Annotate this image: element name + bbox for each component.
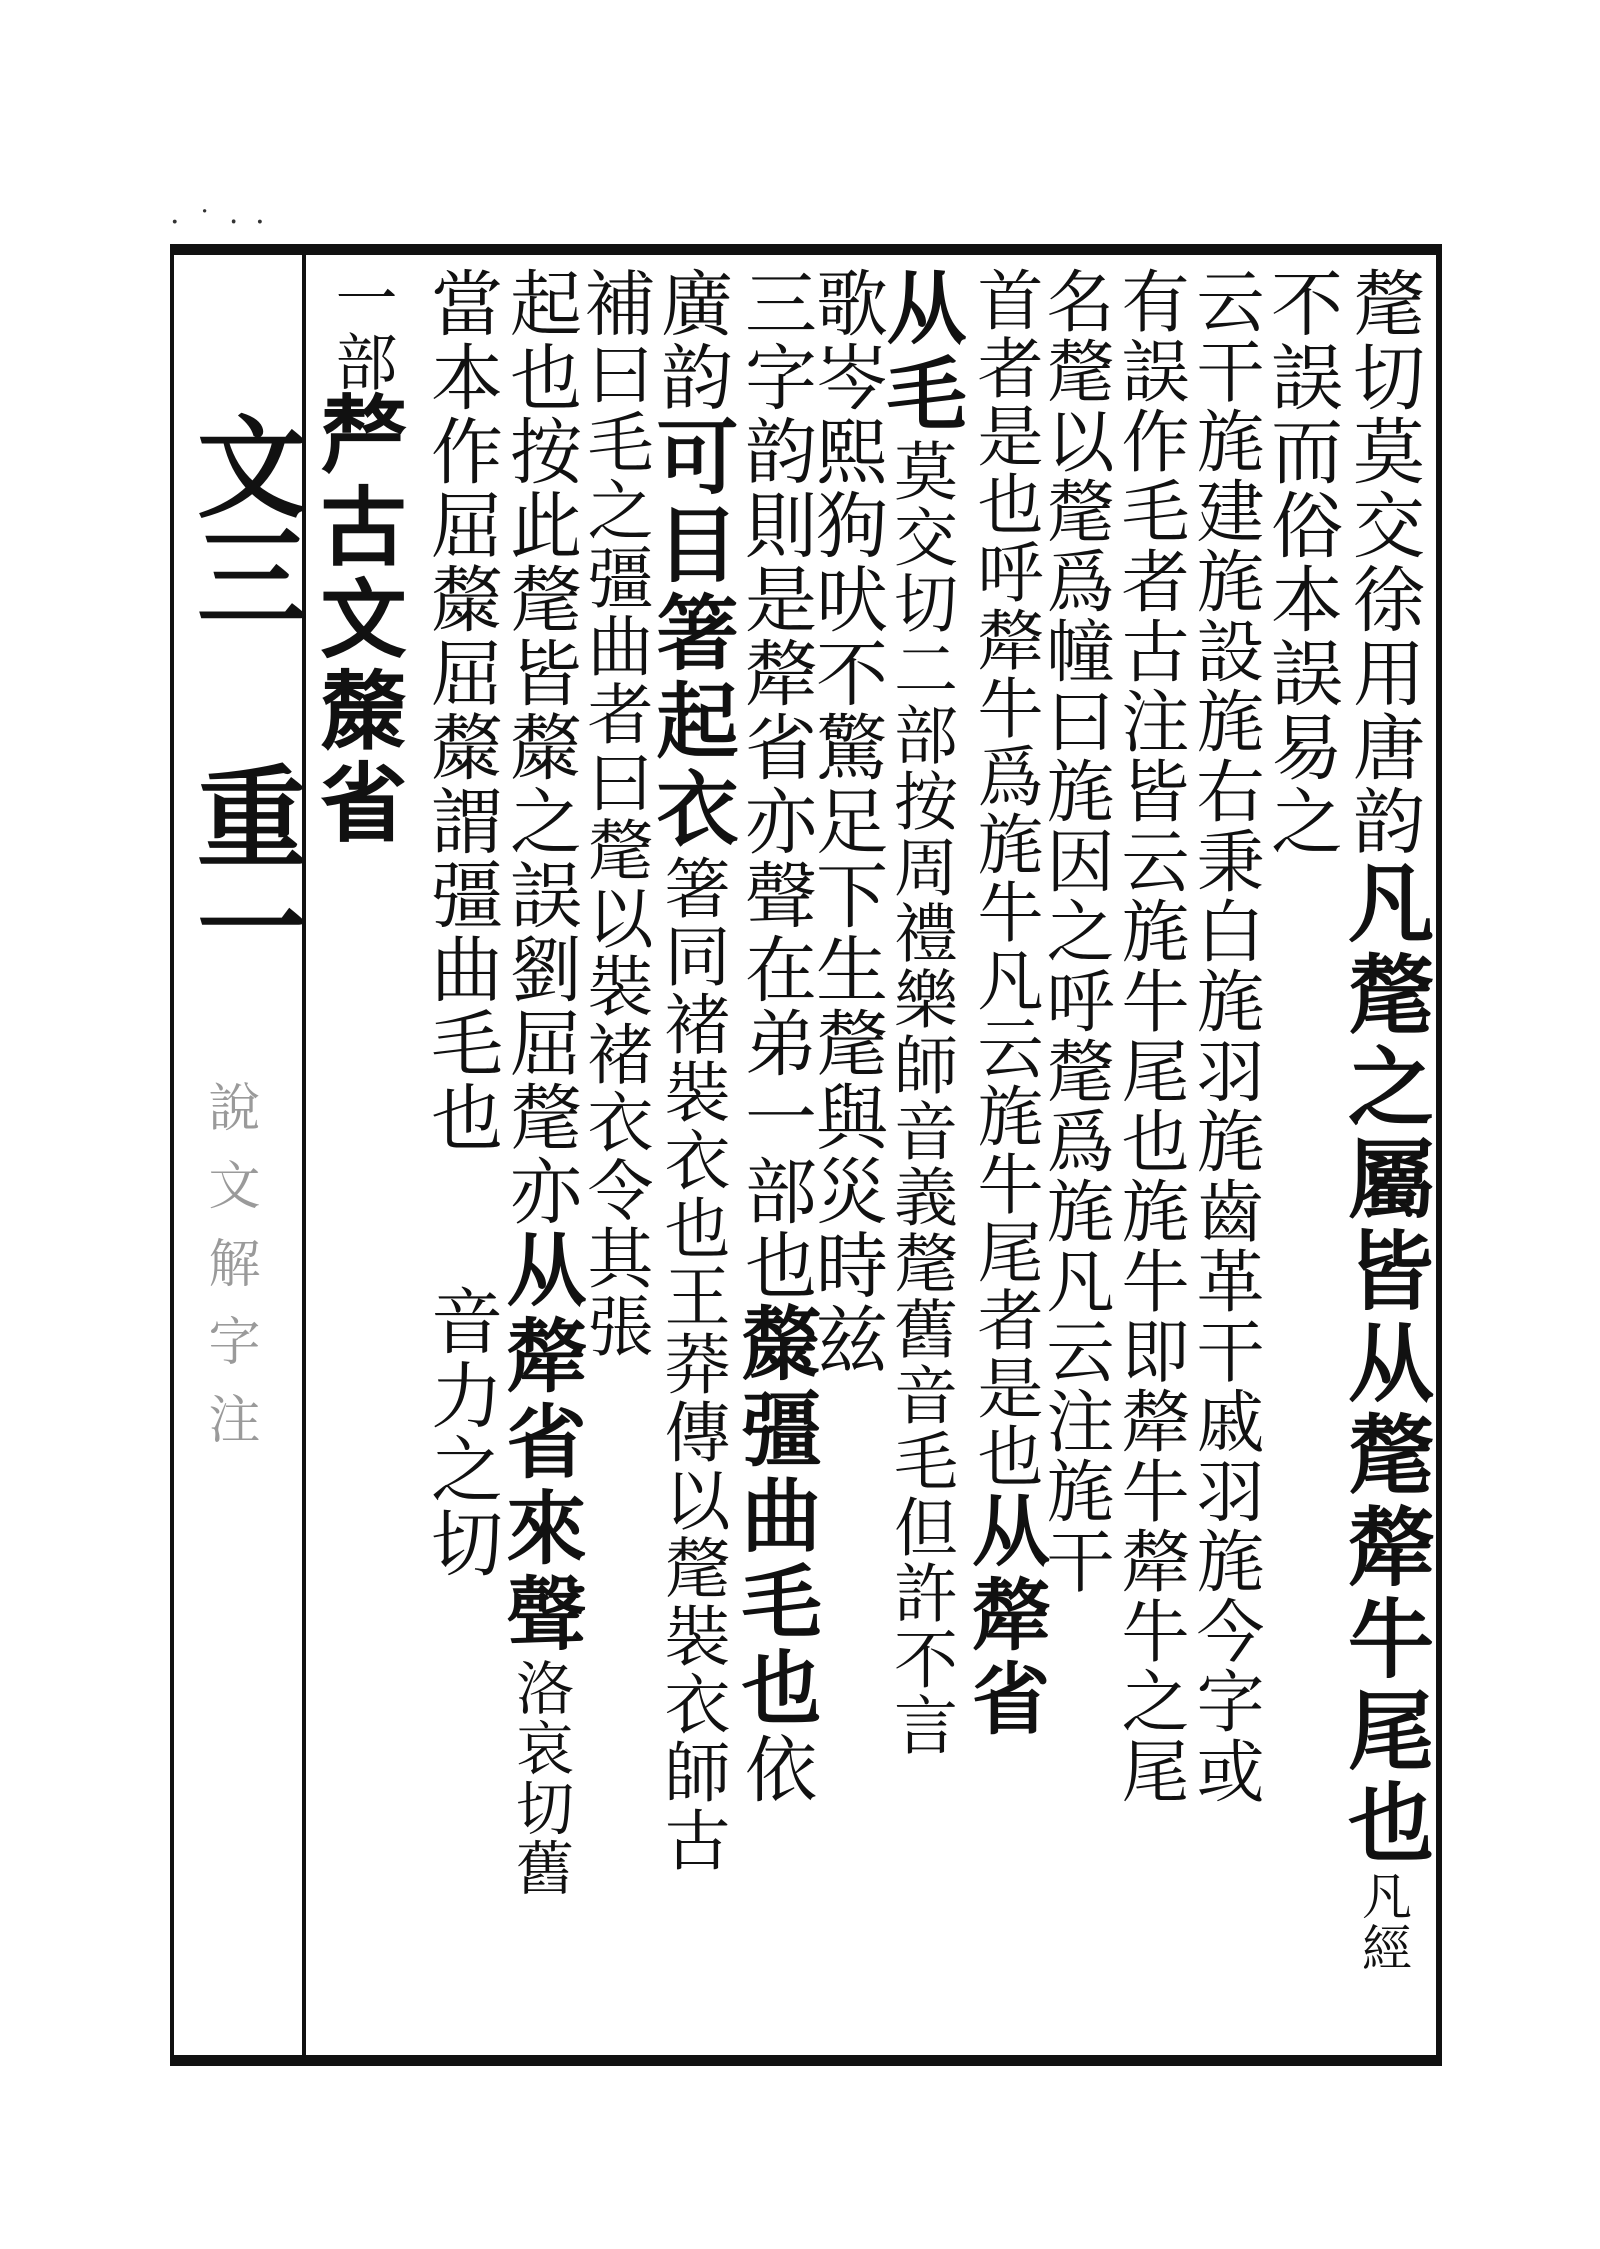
col11-seg2: 曰毛之彊曲者曰氂以裝褚衣令其張 [576, 340, 653, 1360]
text-column-4 [1110, 266, 1189, 1806]
col7-seg2: 莫交切二部按周禮樂師音義氂舊音毛但許不言 [883, 438, 957, 1758]
text-column-3 [1185, 266, 1264, 1806]
text-column-14 [311, 266, 412, 854]
text-column-10 [643, 266, 739, 1874]
col13-seg1: 當本作屈斄屈斄謂彊曲毛也 [419, 266, 503, 1154]
text-column-13 [419, 266, 503, 1580]
margin-faint-label: 說文解字注 [199, 1080, 259, 1470]
text-column-7 [873, 266, 967, 1758]
col9-seg2: 斄 [728, 1302, 822, 1388]
col1-seg4: 牛尾也 [1333, 1594, 1434, 1870]
text-column-1 [1333, 266, 1434, 1974]
col9-seg1: 三字韵則是犛省亦聲在弟一部也 [733, 266, 817, 1302]
col3-seg1: 云干旄建旄設旄右秉白旄羽旄齒革干戚羽旄今字或 [1185, 266, 1264, 1806]
text-column-5 [1035, 266, 1114, 1596]
margin-title-count: 重一 [179, 760, 308, 980]
col10-seg1: 廣韵 [649, 266, 733, 414]
col1-seg3: 犛 [1333, 1502, 1434, 1594]
col14-seg2: 𠩺 [311, 394, 412, 486]
col1-seg1: 氂切莫交徐用唐韵 [1341, 266, 1425, 858]
margin-faint-text [192, 1080, 267, 1470]
col9-seg3: 彊曲毛也 [728, 1388, 822, 1732]
col1-seg2: 凡氂之屬皆从氂 [1333, 858, 1434, 1502]
col1-seg5: 凡經 [1354, 1870, 1412, 1974]
margin-title-volume: 文三 [179, 410, 308, 630]
col6-seg1: 首者是也呼犛牛爲旄牛凡云旄牛尾者是也 [966, 266, 1043, 1490]
col6-seg2: 从犛省 [959, 1490, 1050, 1742]
text-column-6 [959, 266, 1050, 1742]
col4-seg1: 有誤作毛者古注皆云旄牛尾也旄牛即犛牛犛牛之尾 [1110, 266, 1189, 1806]
col11-seg1: 補 [572, 266, 656, 340]
col9-seg4: 依 [733, 1732, 817, 1806]
text-column-11 [572, 266, 656, 1360]
text-column-9 [728, 266, 822, 1806]
col7-seg1: 从毛 [873, 266, 967, 438]
col10-seg3: 箸同褚裝衣也王莽傳以氂裝衣師古 [653, 854, 730, 1874]
col12-seg1: 起也按此氂皆斄之誤劉屈氂亦 [498, 266, 582, 1228]
text-column-2 [1259, 266, 1343, 858]
margin-title [179, 410, 308, 630]
text-column-8 [804, 266, 888, 1376]
col8-seg1: 歌岑熙狗吠不驚足下生氂與災時兹 [804, 266, 888, 1376]
col10-seg2: 可目箸起衣 [643, 414, 739, 854]
text-column-12 [493, 266, 587, 1898]
col12-seg2: 从犛省來聲 [493, 1228, 587, 1658]
col2-seg1: 不誤而俗本誤易之 [1259, 266, 1343, 858]
col13-seg2: 音力之切 [419, 1284, 503, 1580]
col14-seg3: 古文斄省 [311, 486, 412, 854]
page-top-specks: · ˙ ⸱ · [170, 205, 269, 240]
col14-seg1: 一部 [325, 266, 398, 394]
col12-seg3: 洛哀切舊 [506, 1658, 574, 1898]
margin-count [179, 760, 308, 980]
col5-seg1: 名氂以氂爲幢曰旄因之呼氂爲旄凡云注旄干 [1035, 266, 1114, 1596]
